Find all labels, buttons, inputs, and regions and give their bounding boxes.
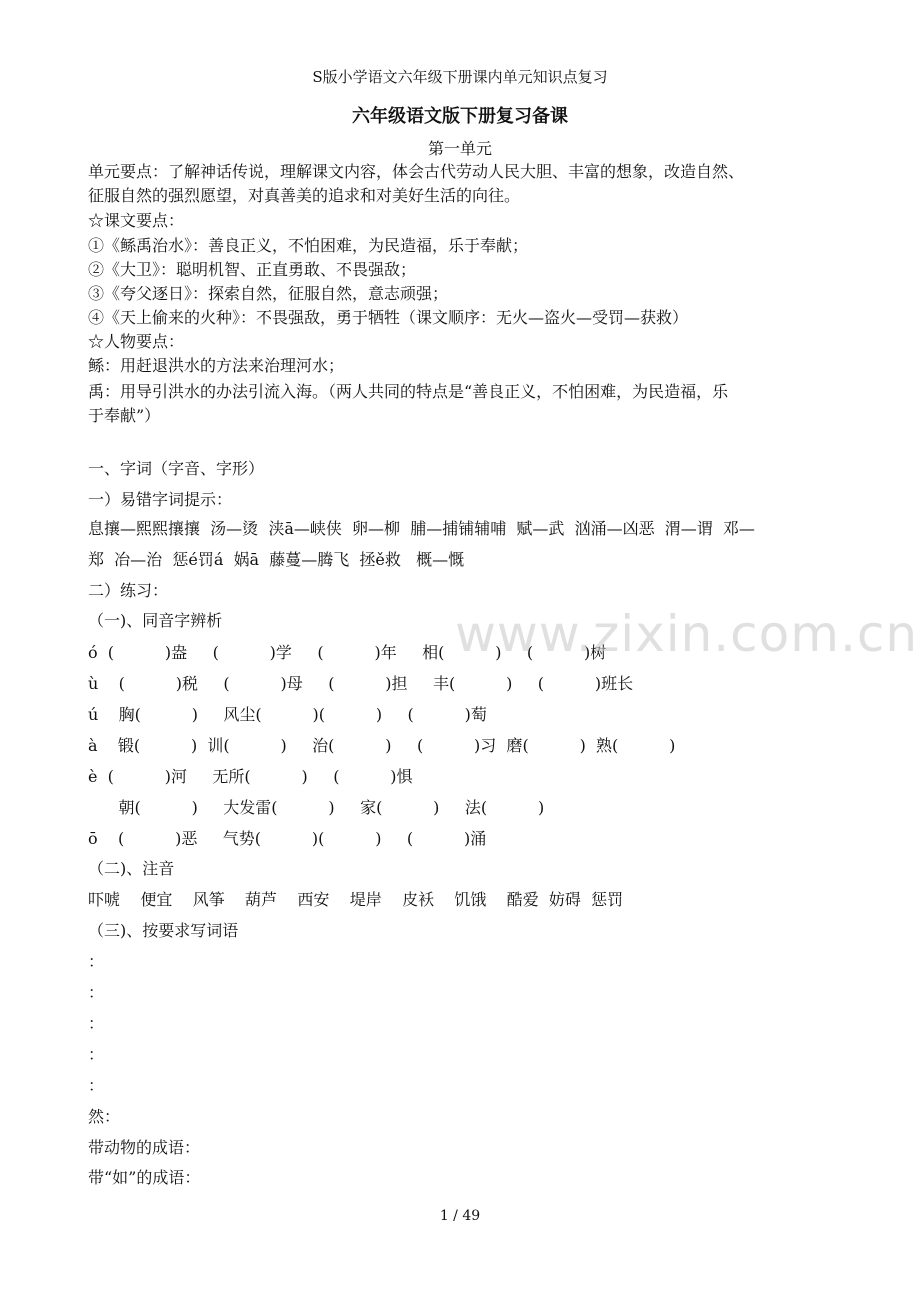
page-number: 1 / 49 bbox=[439, 1208, 481, 1224]
write-item: ： bbox=[88, 1014, 105, 1033]
document-title: 六年级语文版下册复习备课 bbox=[352, 106, 568, 127]
homophone-row: ú 胸( ) 风尘( )( ) ( )萄 bbox=[88, 705, 487, 724]
exercise-heading: （一)、同音字辨析 bbox=[88, 611, 223, 630]
subsection-heading: 二）练习： bbox=[88, 581, 169, 600]
watermark: www.zixin.com.cn bbox=[455, 605, 919, 663]
homophone-row: ù ( )税 ( )母 ( )担 丰( ) ( )班长 bbox=[88, 674, 634, 693]
section-heading: 一、字词（字音、字形） bbox=[88, 459, 265, 478]
write-item: 带“如”的成语： bbox=[88, 1168, 201, 1187]
write-item: ： bbox=[88, 1076, 105, 1095]
subsection-heading: 一）易错字词提示： bbox=[88, 490, 233, 509]
text-point: ①《鲧禹治水》：善良正义，不怕困难，为民造福，乐于奉献； bbox=[88, 236, 529, 255]
exercise-heading: （二)、注音 bbox=[88, 859, 175, 878]
write-item: ： bbox=[88, 952, 105, 971]
write-item: ： bbox=[88, 983, 105, 1002]
text-point: ③《夸父逐日》：探索自然，征服自然，意志顽强； bbox=[88, 284, 449, 303]
homophone-row: à 锻( ) 训( ) 治( ) ( )习 磨( ) 熟( ) bbox=[88, 736, 676, 755]
homophone-row: 朝( ) 大发雷( ) 家( ) 法( ) bbox=[88, 798, 545, 817]
character-line: 鲧：用赶退洪水的方法来治理河水； bbox=[88, 356, 345, 375]
write-item: ： bbox=[88, 1045, 105, 1064]
write-item: 带动物的成语： bbox=[88, 1138, 201, 1157]
unit-focus-line: 征服自然的强烈愿望，对真善美的追求和对美好生活的向往。 bbox=[88, 186, 521, 205]
text-points-heading: ☆课文要点： bbox=[88, 211, 185, 230]
confusing-words-line: 郑 冶—治 惩é罚á 娲ā 藤蔓—腾飞 拯ě救 概—慨 bbox=[88, 550, 465, 569]
unit-title: 第一单元 bbox=[427, 139, 492, 158]
text-point: ②《大卫》：聪明机智、正直勇敢、不畏强敌； bbox=[88, 260, 417, 279]
pinyin-words: 吓唬 便宜 风筝 葫芦 西安 堤岸 皮袄 饥饿 酷爱 妨碍 惩罚 bbox=[88, 890, 624, 909]
character-line: 于奉献”） bbox=[88, 406, 161, 425]
homophone-row: è ( )河 无所( ) ( )惧 bbox=[88, 767, 413, 786]
homophone-row: ō ( )恶 气势( )( ) ( )涌 bbox=[88, 829, 487, 848]
unit-focus-line: 单元要点：了解神话传说，理解课文内容，体会古代劳动人民大胆、丰富的想象，改造自然、 bbox=[88, 162, 745, 181]
exercise-heading: （三)、按要求写词语 bbox=[88, 921, 239, 940]
confusing-words-line: 息攘—熙熙攘攘 汤—烫 浃ā—峡侠 卵—柳 脯—捕铺辅哺 赋—武 汹涌—凶恶 渭—谓 邓— bbox=[88, 519, 755, 538]
homophone-row: ó ( )盎 ( )学 ( )年 相( ) ( )树 bbox=[88, 643, 607, 662]
text-point: ④《天上偷来的火种》：不畏强敌，勇于牺牲（课文顺序：无火—盗火—受罚—获救） bbox=[88, 308, 689, 327]
write-item: 然： bbox=[88, 1107, 121, 1126]
page-header: S版小学语文六年级下册课内单元知识点复习 bbox=[312, 68, 608, 86]
character-heading: ☆人物要点： bbox=[88, 332, 185, 351]
character-line: 禹：用导引洪水的办法引流入海。（两人共同的特点是“善良正义，不怕困难，为民造福，乐 bbox=[88, 382, 729, 401]
